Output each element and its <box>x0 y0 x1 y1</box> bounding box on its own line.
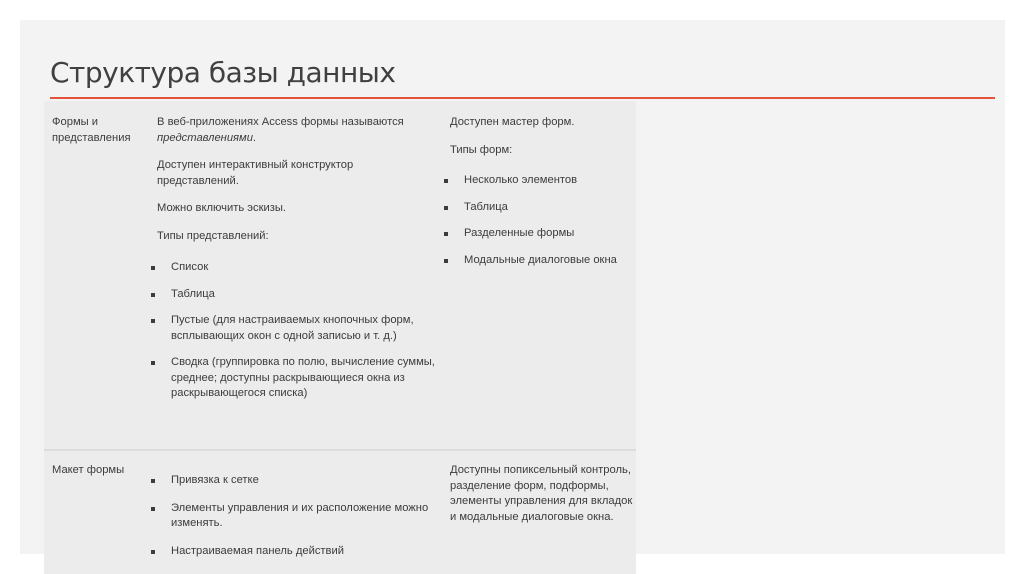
bullet-icon <box>151 293 155 297</box>
list-item-text: Пустые (для настраиваемых кнопочных форм, всплывающих окон с одной записью и т. д.) <box>171 314 414 342</box>
title-divider <box>50 97 995 99</box>
list-item-text: Разделенные формы <box>464 227 575 239</box>
views-intro-end: . <box>252 131 257 144</box>
list-item <box>157 473 437 489</box>
layout-features-list <box>157 473 437 559</box>
bullet-icon <box>151 479 155 483</box>
list-item-text: Таблица <box>171 287 215 300</box>
web-app-cell <box>157 463 437 571</box>
list-item <box>450 226 635 242</box>
bullet-icon <box>151 507 155 511</box>
list-item <box>157 355 437 402</box>
table-row-forms <box>44 101 636 449</box>
list-item <box>157 313 437 344</box>
view-types-list <box>157 260 437 402</box>
pixel-control-note: Доступны попиксельный контроль, разделение форм, подформы, элементы управления для вкладок и модальные диалоговые окна. <box>450 464 633 523</box>
wizard-note: Доступен мастер форм. <box>450 116 575 128</box>
views-term: представлениями <box>157 131 253 144</box>
thumbnails-note: Можно включить эскизы. <box>157 202 287 214</box>
web-app-cell <box>157 115 437 413</box>
list-item-text: Сводка (группировка по полю, вычисление суммы, среднее; доступны раскрывающиеся окна из раскрывающегося списка) <box>171 356 435 399</box>
comparison-table <box>44 101 636 574</box>
list-item-text: Список <box>171 261 209 273</box>
designer-note: Доступен интерактивный конструктор представлений. <box>157 159 354 187</box>
list-item <box>450 253 635 269</box>
slide-title: Структура базы данных <box>50 56 396 89</box>
table-row-layout <box>44 451 636 574</box>
list-item-text: Элементы управления и их расположение можно изменять. <box>171 501 429 529</box>
list-item <box>450 173 635 189</box>
list-item-text: Таблица <box>464 200 508 213</box>
form-types-heading: Типы форм: <box>450 143 513 156</box>
bullet-icon <box>444 206 448 210</box>
list-item <box>157 501 437 532</box>
desktop-cell <box>450 115 635 279</box>
bullet-icon <box>444 259 448 263</box>
list-item <box>157 260 437 276</box>
view-types-heading: Типы представлений: <box>157 229 269 242</box>
row-label: Макет формы <box>52 464 125 476</box>
list-item <box>157 544 437 560</box>
list-item-text: Модальные диалоговые окна <box>464 253 617 266</box>
desktop-cell <box>450 463 635 537</box>
bullet-icon <box>151 266 155 270</box>
bullet-icon <box>444 232 448 236</box>
bullet-icon <box>151 550 155 554</box>
row-label: Формы и представления <box>52 116 131 144</box>
bullet-icon <box>444 179 448 183</box>
list-item <box>450 200 635 216</box>
views-intro-text: В веб-приложениях Access формы называются <box>157 116 404 128</box>
list-item-text: Несколько элементов <box>464 174 578 186</box>
bullet-icon <box>151 361 155 365</box>
list-item-text: Привязка к сетке <box>171 474 259 486</box>
list-item <box>157 287 437 303</box>
views-intro <box>157 115 437 146</box>
list-item-text: Настраиваемая панель действий <box>171 544 344 557</box>
form-types-list <box>450 173 635 268</box>
bullet-icon <box>151 319 155 323</box>
